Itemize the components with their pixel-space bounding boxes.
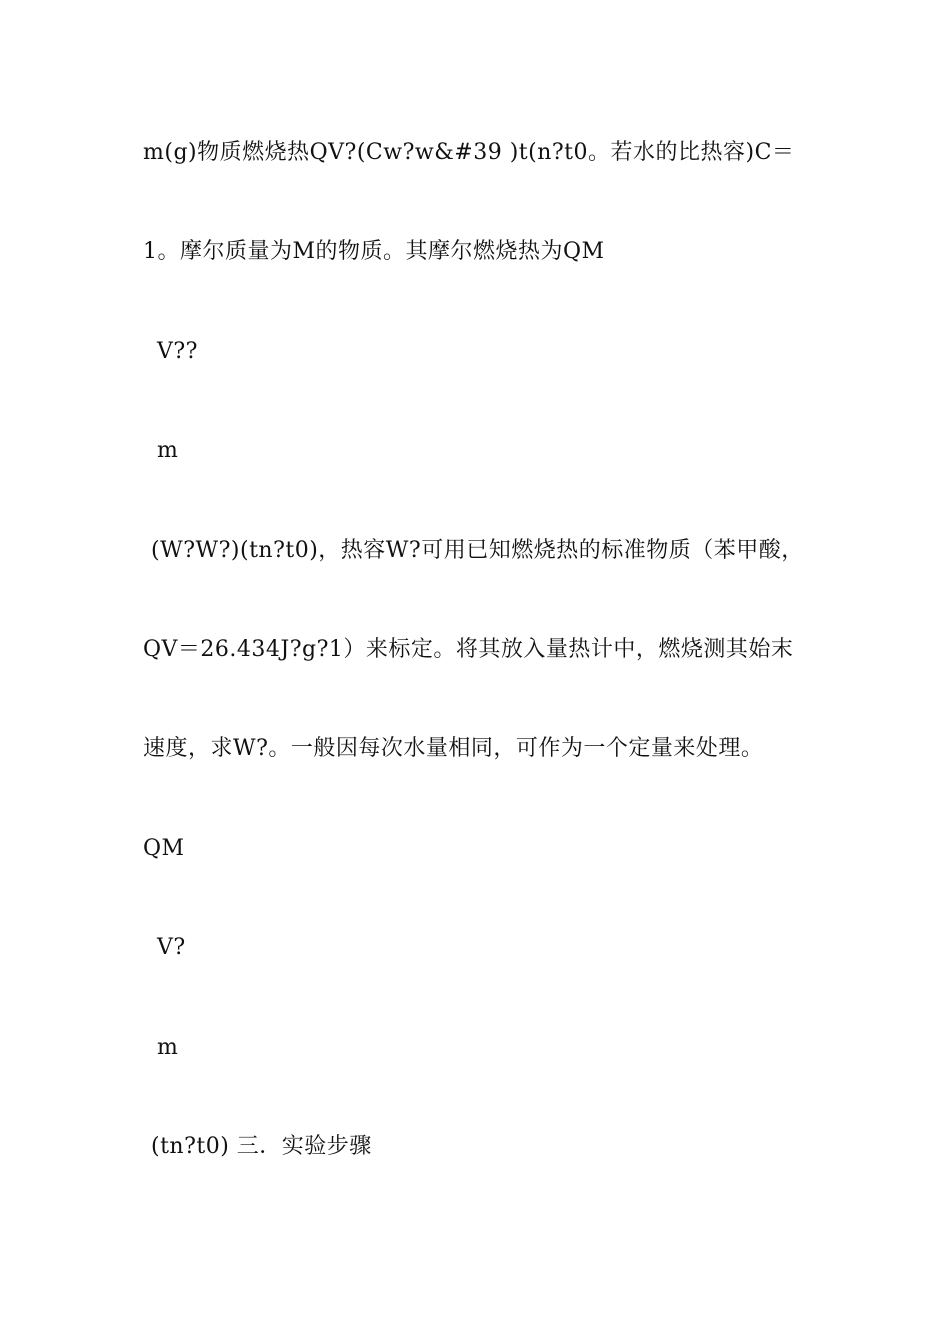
text-line-8: QM — [143, 836, 185, 861]
text-line-6: QV＝26.434J?g?1）来标定。将其放入量热计中，燃烧测其始末 — [143, 637, 794, 662]
text-line-11: (tn?t0) 三．实验步骤 — [151, 1134, 372, 1159]
text-line-5: (W?W?)(tn?t0)，热容W?可用已知燃烧热的标准物质（苯甲酸， — [151, 538, 804, 563]
text-line-10: m — [157, 1035, 179, 1060]
text-line-9: V? — [157, 935, 186, 960]
text-line-2: 1。摩尔质量为M的物质。其摩尔燃烧热为QM — [143, 239, 605, 264]
text-line-3: V?? — [157, 339, 198, 364]
text-line-4: m — [157, 438, 179, 463]
text-line-1: m(g)物质燃烧热QV?(Cw?w&#39 )t(n?t0。若水的比热容)C＝ — [143, 140, 795, 165]
text-line-7: 速度，求W?。一般因每次水量相同，可作为一个定量来处理。 — [143, 736, 764, 761]
